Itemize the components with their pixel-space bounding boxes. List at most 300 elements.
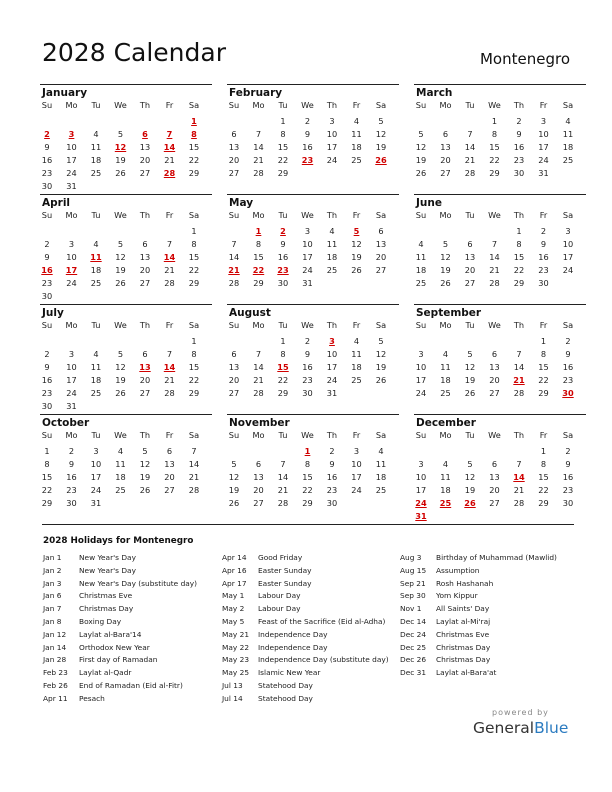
weekday-header: Tu xyxy=(91,100,101,110)
calendar-day: 23 xyxy=(538,265,549,275)
calendar-day: 21 xyxy=(513,485,525,495)
holiday-date: 25 xyxy=(439,498,452,508)
calendar-day: 7 xyxy=(516,349,522,359)
holiday-name: Feast of the Sacrifice (Eid al-Adha) xyxy=(258,616,386,626)
calendar-day: 19 xyxy=(464,375,476,385)
calendar-day: 3 xyxy=(418,349,424,359)
calendar-day: 29 xyxy=(302,498,313,508)
calendar-day: 8 xyxy=(280,349,286,359)
calendar-day: 19 xyxy=(351,252,362,262)
calendar-day: 6 xyxy=(142,349,148,359)
holiday-date: 24 xyxy=(415,498,427,508)
calendar-day: 4 xyxy=(93,129,99,139)
calendar-day: 11 xyxy=(440,472,451,482)
holiday-name: Laylat al-Mi'raj xyxy=(436,616,491,626)
weekday-header: Fr xyxy=(539,100,548,110)
calendar-day: 15 xyxy=(188,142,200,152)
calendar-day: 13 xyxy=(228,142,240,152)
holiday-date-label: Apr 17 xyxy=(222,578,247,588)
calendar-day: 8 xyxy=(280,129,286,139)
weekday-header: Th xyxy=(139,430,151,440)
calendar-day: 16 xyxy=(562,362,574,372)
calendar-day: 19 xyxy=(375,142,387,152)
calendar-day: 16 xyxy=(513,142,525,152)
holiday-date-label: Apr 14 xyxy=(222,553,247,562)
calendar-day: 6 xyxy=(231,349,237,359)
calendar-day: 27 xyxy=(253,498,264,508)
calendar-day: 7 xyxy=(166,349,173,359)
calendar-day: 23 xyxy=(41,388,53,398)
weekday-header: Mo xyxy=(65,320,78,330)
calendar-day: 12 xyxy=(115,362,126,372)
holiday-name: Independence Day xyxy=(258,629,328,639)
calendar-day: 7 xyxy=(191,446,197,456)
calendar-day: 9 xyxy=(516,129,522,139)
calendar-day: 26 xyxy=(115,278,126,288)
holiday-name: New Year's Day (substitute day) xyxy=(79,578,198,588)
calendar-day: 26 xyxy=(115,168,126,178)
holiday-date: 15 xyxy=(277,362,289,372)
calendar-day: 17 xyxy=(326,142,338,152)
calendar-day: 28 xyxy=(513,498,525,508)
generalblue-logo[interactable] xyxy=(473,719,568,737)
month-name: April xyxy=(42,197,71,209)
calendar-day: 6 xyxy=(231,129,237,139)
weekday-header: Mo xyxy=(439,210,452,220)
holiday-date-label: Apr 11 xyxy=(43,693,68,703)
month-name: February xyxy=(229,87,283,99)
calendar-day: 30 xyxy=(41,181,53,191)
calendar-day: 22 xyxy=(41,485,53,495)
calendar-day: 6 xyxy=(166,446,173,456)
calendar-day: 25 xyxy=(351,155,362,165)
calendar-day: 16 xyxy=(66,472,77,482)
calendar-day: 16 xyxy=(302,362,313,372)
weekday-header: Th xyxy=(513,430,525,440)
calendar-day: 8 xyxy=(191,239,197,249)
holiday-date-label: May 23 xyxy=(222,655,250,665)
holiday-date-label: Jan 2 xyxy=(43,565,62,575)
calendar-day: 4 xyxy=(329,226,335,236)
weekday-header: Sa xyxy=(188,320,200,330)
calendar-day: 1 xyxy=(191,336,197,346)
calendar-day: 2 xyxy=(68,446,75,456)
calendar-day: 25 xyxy=(90,388,102,398)
holiday-date: 14 xyxy=(163,362,176,372)
holiday-date: 31 xyxy=(415,511,427,521)
weekday-header: Su xyxy=(228,100,240,110)
weekday-header: Fr xyxy=(352,320,361,330)
calendar-day: 12 xyxy=(440,252,451,262)
calendar-day: 27 xyxy=(164,485,175,495)
calendar-day: 30 xyxy=(277,278,289,288)
calendar-day: 9 xyxy=(304,349,311,359)
month-name: September xyxy=(416,307,482,319)
calendar-day: 8 xyxy=(191,349,197,359)
calendar-day: 17 xyxy=(302,252,313,262)
calendar-day: 25 xyxy=(326,265,338,275)
holiday-name: Independence Day (substitute day) xyxy=(258,655,389,665)
weekday-header: We xyxy=(488,430,501,440)
calendar-day: 22 xyxy=(302,485,313,495)
calendar-day: 22 xyxy=(188,155,200,165)
holiday-date-label: May 2 xyxy=(222,604,245,614)
weekday-header: Su xyxy=(415,210,427,220)
calendar-day: 14 xyxy=(513,362,525,372)
calendar-day: 15 xyxy=(188,252,200,262)
weekday-header: Su xyxy=(228,430,240,440)
calendar-day: 5 xyxy=(117,129,124,139)
calendar-day: 21 xyxy=(188,472,200,482)
holiday-name: Statehood Day xyxy=(258,680,313,690)
calendar-day: 15 xyxy=(513,252,525,262)
calendar-day: 22 xyxy=(513,265,525,275)
weekday-header: Tu xyxy=(278,100,288,110)
holiday-name: Christmas Day xyxy=(436,642,491,652)
calendar-day: 25 xyxy=(90,278,102,288)
calendar-day: 20 xyxy=(164,472,175,482)
calendar-day: 15 xyxy=(253,252,264,262)
calendar-day: 29 xyxy=(277,388,289,398)
calendar-day: 17 xyxy=(415,375,427,385)
calendar-day: 18 xyxy=(90,265,102,275)
calendar-day: 14 xyxy=(277,472,289,482)
calendar-day: 31 xyxy=(538,168,549,178)
calendar-day: 12 xyxy=(228,472,240,482)
weekday-header: Mo xyxy=(252,100,265,110)
holiday-name: Orthodox New Year xyxy=(79,642,150,652)
weekday-header: Su xyxy=(228,210,240,220)
calendar-day: 3 xyxy=(304,226,311,236)
calendar-day: 22 xyxy=(538,375,549,385)
calendar-day: 1 xyxy=(540,336,547,346)
weekday-header: Su xyxy=(41,100,53,110)
calendar-day: 10 xyxy=(351,459,362,469)
calendar-day: 27 xyxy=(489,388,500,398)
calendar-day: 10 xyxy=(90,459,102,469)
calendar-day: 3 xyxy=(565,226,571,236)
holiday-name: Labour Day xyxy=(258,591,301,601)
calendar-day: 5 xyxy=(378,336,384,346)
holiday-date: 30 xyxy=(562,388,574,398)
calendar-day: 29 xyxy=(253,278,264,288)
calendar-day: 29 xyxy=(188,168,200,178)
calendar-day: 9 xyxy=(565,349,571,359)
calendar-day: 16 xyxy=(41,375,53,385)
holiday-date-label: Sep 30 xyxy=(400,591,426,601)
weekday-header: Fr xyxy=(165,320,174,330)
calendar-day: 9 xyxy=(565,459,571,469)
calendar-day: 16 xyxy=(538,252,549,262)
month-divider xyxy=(414,304,586,305)
calendar-day: 18 xyxy=(115,472,126,482)
calendar-day: 3 xyxy=(353,446,360,456)
calendar-day: 13 xyxy=(228,362,240,372)
holiday-name: Easter Sunday xyxy=(258,565,312,575)
calendar-day: 28 xyxy=(253,388,264,398)
calendar-day: 5 xyxy=(442,239,449,249)
calendar-day: 23 xyxy=(41,168,53,178)
weekday-header: We xyxy=(301,210,314,220)
powered-by-label: powered by xyxy=(492,708,549,717)
holiday-date-label: Jan 6 xyxy=(43,591,62,601)
calendar-day: 15 xyxy=(302,472,313,482)
calendar-day: 29 xyxy=(188,278,200,288)
calendar-day: 20 xyxy=(375,252,387,262)
holiday-date-label: Jan 8 xyxy=(43,616,62,626)
weekday-header: Sa xyxy=(188,430,200,440)
calendar-day: 11 xyxy=(351,129,362,139)
holiday-date-label: Jul 14 xyxy=(222,693,243,703)
weekday-header: Su xyxy=(41,320,53,330)
weekday-header: Th xyxy=(513,320,525,330)
calendar-day: 17 xyxy=(562,252,574,262)
calendar-day: 22 xyxy=(277,375,289,385)
calendar-day: 17 xyxy=(415,485,427,495)
calendar-day: 23 xyxy=(513,155,525,165)
holiday-date-label: May 21 xyxy=(222,629,250,639)
holiday-date: 3 xyxy=(68,129,75,139)
calendar-day: 4 xyxy=(93,239,99,249)
weekday-header: Fr xyxy=(165,430,174,440)
calendar-day: 5 xyxy=(378,116,384,126)
calendar-day: 1 xyxy=(491,116,498,126)
calendar-day: 11 xyxy=(415,252,427,262)
holiday-name: Good Friday xyxy=(258,553,303,562)
calendar-day: 28 xyxy=(277,498,289,508)
holiday-date-label: Feb 23 xyxy=(43,668,68,678)
holiday-name: Boxing Day xyxy=(79,616,122,626)
calendar-day: 25 xyxy=(415,278,427,288)
month-name: June xyxy=(416,197,442,209)
calendar-day: 29 xyxy=(188,388,200,398)
calendar-day: 3 xyxy=(93,446,99,456)
calendar-day: 29 xyxy=(489,168,500,178)
holiday-date-label: Apr 16 xyxy=(222,565,247,575)
weekday-header: Th xyxy=(326,320,338,330)
calendar-day: 24 xyxy=(66,388,77,398)
calendar-day: 1 xyxy=(516,226,522,236)
calendar-day: 30 xyxy=(66,498,77,508)
weekday-header: Sa xyxy=(375,320,387,330)
calendar-day: 14 xyxy=(228,252,240,262)
holiday-date: 22 xyxy=(252,265,265,275)
month-name: July xyxy=(42,307,64,319)
calendar-day: 19 xyxy=(115,375,126,385)
calendar-day: 10 xyxy=(326,129,338,139)
calendar-day: 26 xyxy=(440,278,451,288)
holiday-date: 14 xyxy=(163,252,176,262)
calendar-day: 10 xyxy=(66,142,77,152)
calendar-day: 20 xyxy=(139,375,151,385)
calendar-day: 30 xyxy=(302,388,313,398)
calendar-day: 17 xyxy=(66,155,77,165)
calendar-day: 10 xyxy=(562,239,574,249)
weekday-header: Mo xyxy=(252,210,265,220)
weekday-header: We xyxy=(301,320,314,330)
weekday-header: Th xyxy=(513,210,525,220)
calendar-day: 23 xyxy=(66,485,77,495)
month-name: November xyxy=(229,417,290,429)
weekday-header: Th xyxy=(139,210,151,220)
holiday-date-label: May 1 xyxy=(222,591,245,601)
calendar-day: 28 xyxy=(464,168,476,178)
calendar-day: 11 xyxy=(375,459,387,469)
calendar-day: 7 xyxy=(231,239,237,249)
weekday-header: Fr xyxy=(539,320,548,330)
calendar-day: 24 xyxy=(538,155,549,165)
holiday-date-label: Nov 1 xyxy=(400,604,422,614)
holiday-date-label: Jan 12 xyxy=(43,629,67,639)
calendar-day: 2 xyxy=(44,349,50,359)
calendar-day: 19 xyxy=(228,485,240,495)
weekday-header: Mo xyxy=(65,210,78,220)
brand-blue: Blue xyxy=(534,719,569,737)
calendar-day: 8 xyxy=(491,129,498,139)
holiday-date: 7 xyxy=(166,129,173,139)
calendar-day: 13 xyxy=(464,252,476,262)
calendar-day: 8 xyxy=(540,349,547,359)
calendar-day: 5 xyxy=(117,239,124,249)
calendar-day: 27 xyxy=(139,278,151,288)
calendar-day: 21 xyxy=(164,155,175,165)
weekday-header: We xyxy=(114,320,127,330)
calendar-day: 22 xyxy=(538,485,549,495)
month-divider xyxy=(40,84,212,85)
calendar-day: 6 xyxy=(491,349,498,359)
calendar-day: 6 xyxy=(491,459,498,469)
calendar-day: 30 xyxy=(538,278,549,288)
weekday-header: Tu xyxy=(465,430,475,440)
month-name: December xyxy=(416,417,476,429)
calendar-day: 6 xyxy=(467,239,473,249)
calendar-day: 8 xyxy=(540,459,547,469)
calendar-day: 24 xyxy=(562,265,574,275)
month-divider xyxy=(227,304,399,305)
holiday-date: 21 xyxy=(228,265,240,275)
month-divider xyxy=(40,414,212,415)
weekday-header: Fr xyxy=(165,100,174,110)
weekday-header: Fr xyxy=(352,100,361,110)
weekday-header: Su xyxy=(41,430,53,440)
calendar-day: 9 xyxy=(329,459,335,469)
calendar-day: 13 xyxy=(253,472,264,482)
calendar-day: 4 xyxy=(442,349,449,359)
calendar-day: 18 xyxy=(440,485,451,495)
calendar-day: 26 xyxy=(351,265,362,275)
calendar-day: 5 xyxy=(418,129,424,139)
calendar-day: 20 xyxy=(228,375,240,385)
calendar-day: 15 xyxy=(188,362,200,372)
holiday-date: 28 xyxy=(163,168,176,178)
weekday-header: We xyxy=(488,210,501,220)
month-name: May xyxy=(229,197,254,209)
calendar-day: 31 xyxy=(66,401,77,411)
calendar-day: 16 xyxy=(302,142,313,152)
calendar-day: 3 xyxy=(68,349,75,359)
calendar-day: 21 xyxy=(253,375,264,385)
calendar-day: 5 xyxy=(117,349,124,359)
month-divider xyxy=(227,414,399,415)
calendar-day: 28 xyxy=(164,388,175,398)
calendar-day: 31 xyxy=(302,278,313,288)
holiday-date: 14 xyxy=(513,472,525,482)
calendar-day: 19 xyxy=(375,362,387,372)
holiday-name: Pesach xyxy=(79,693,105,703)
calendar-day: 28 xyxy=(228,278,240,288)
calendar-day: 15 xyxy=(41,472,53,482)
calendar-day: 8 xyxy=(44,459,50,469)
calendar-day: 1 xyxy=(280,336,286,346)
calendar-day: 17 xyxy=(66,375,77,385)
weekday-header: Tu xyxy=(465,210,475,220)
calendar-day: 11 xyxy=(115,459,126,469)
calendar-day: 7 xyxy=(467,129,473,139)
calendar-day: 29 xyxy=(513,278,525,288)
calendar-day: 7 xyxy=(491,239,498,249)
holiday-name: Birthday of Muhammad (Mawlid) xyxy=(436,553,557,562)
calendar-day: 26 xyxy=(228,498,240,508)
calendar-day: 13 xyxy=(375,239,387,249)
month-divider xyxy=(414,414,586,415)
calendar-day: 21 xyxy=(253,155,264,165)
calendar-day: 3 xyxy=(418,459,424,469)
calendar-day: 2 xyxy=(540,226,547,236)
calendar-day: 11 xyxy=(562,129,574,139)
page-title: 2028 Calendar xyxy=(42,38,226,67)
holiday-date: 12 xyxy=(114,142,127,152)
calendar-day: 8 xyxy=(304,459,311,469)
holiday-name: Rosh Hashanah xyxy=(436,578,494,588)
month-divider xyxy=(227,84,399,85)
holiday-date: 8 xyxy=(191,129,197,139)
calendar-day: 7 xyxy=(255,129,262,139)
calendar-day: 16 xyxy=(562,472,574,482)
calendar-day: 8 xyxy=(255,239,262,249)
weekday-header: Fr xyxy=(539,210,548,220)
calendar-day: 20 xyxy=(139,265,151,275)
weekday-header: We xyxy=(114,100,127,110)
calendar-day: 19 xyxy=(440,265,451,275)
holiday-date-label: Dec 26 xyxy=(400,655,427,665)
weekday-header: Su xyxy=(228,320,240,330)
calendar-day: 7 xyxy=(166,239,173,249)
calendar-day: 29 xyxy=(41,498,53,508)
calendar-day: 20 xyxy=(464,265,476,275)
calendar-day: 18 xyxy=(440,375,451,385)
holiday-date-label: Dec 25 xyxy=(400,642,427,652)
calendar-day: 17 xyxy=(90,472,102,482)
calendar-day: 25 xyxy=(440,388,451,398)
month-divider xyxy=(227,194,399,195)
calendar-day: 3 xyxy=(540,116,547,126)
calendar-day: 28 xyxy=(513,388,525,398)
calendar-day: 9 xyxy=(280,239,286,249)
weekday-header: Sa xyxy=(375,210,387,220)
weekday-header: Su xyxy=(415,320,427,330)
weekday-header: Sa xyxy=(375,430,387,440)
holiday-date: 1 xyxy=(255,226,262,236)
calendar-day: 30 xyxy=(41,291,53,301)
calendar-day: 9 xyxy=(44,142,50,152)
holiday-date-label: Sep 21 xyxy=(400,578,426,588)
calendar-day: 25 xyxy=(90,168,102,178)
holiday-date-label: Jan 28 xyxy=(43,655,67,665)
weekday-header: Sa xyxy=(188,210,200,220)
holiday-date: 14 xyxy=(163,142,176,152)
calendar-day: 29 xyxy=(538,498,549,508)
weekday-header: Sa xyxy=(562,100,574,110)
